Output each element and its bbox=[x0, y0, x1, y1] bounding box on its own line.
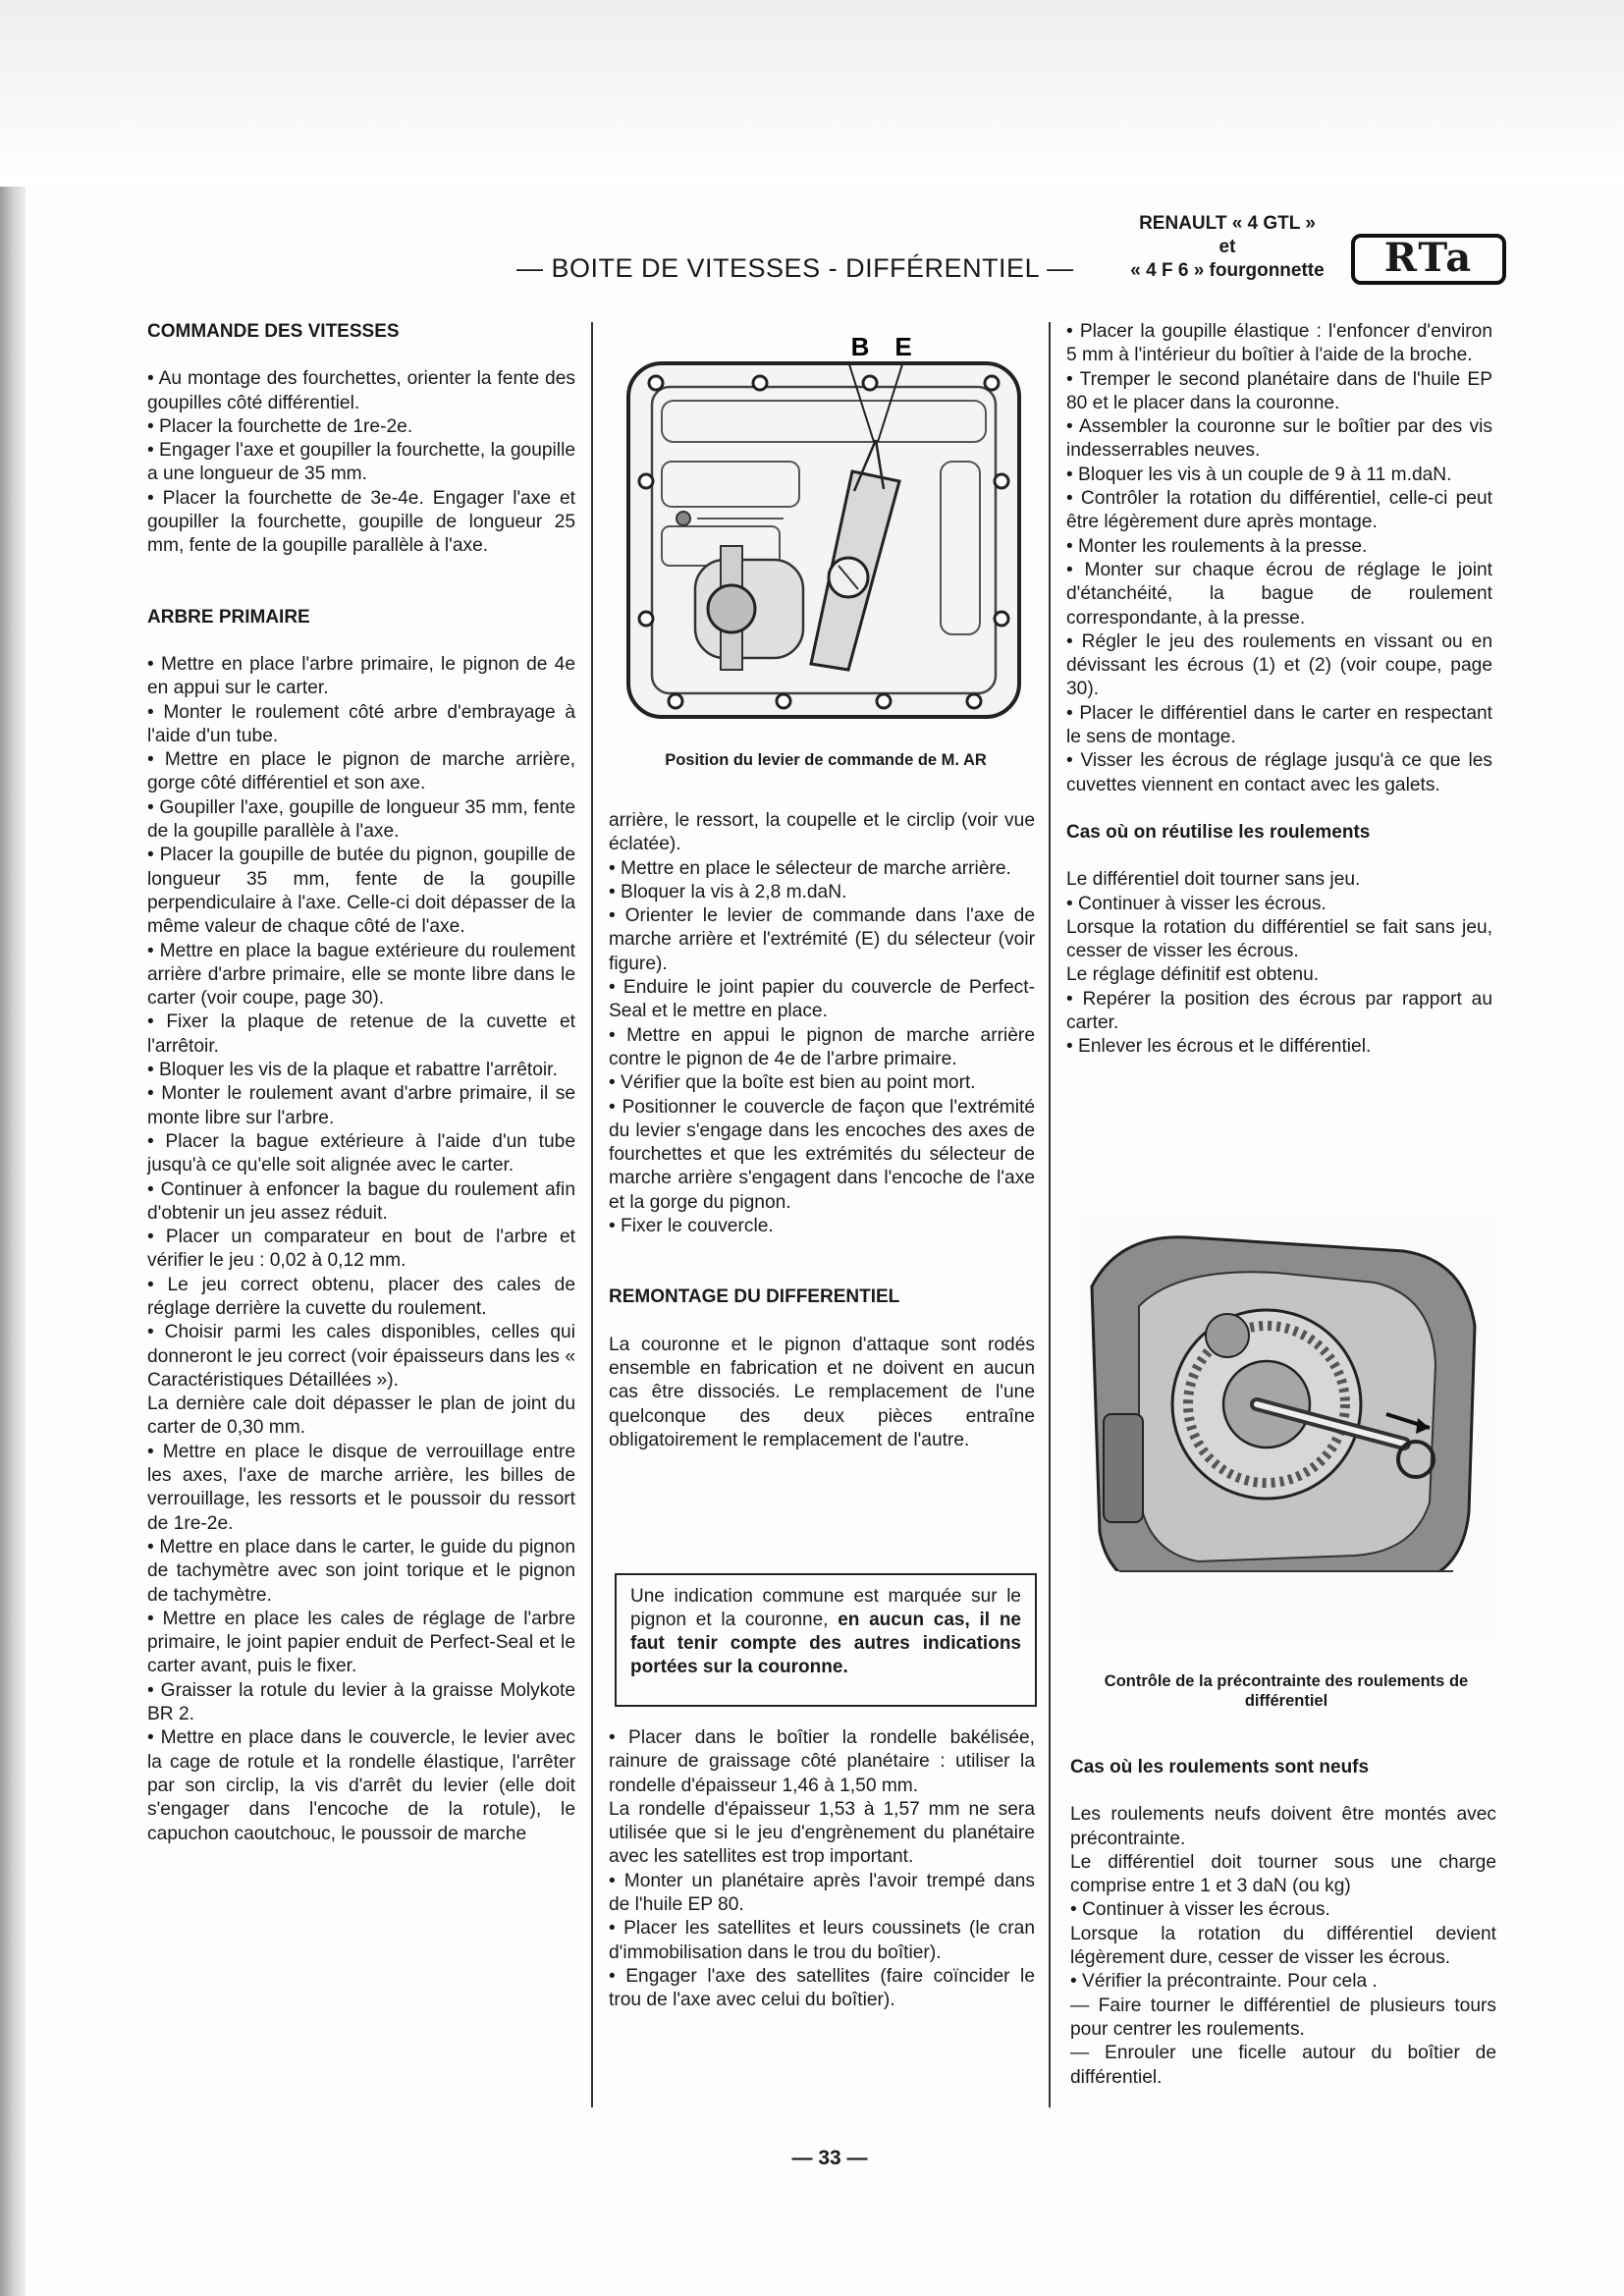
paragraph: • Placer les satellites et leurs coussinets (le cran d'immobilisation dans le trou du boîtier). bbox=[609, 1918, 1035, 1963]
paragraph: • Placer dans le boîtier la rondelle bakélisée, rainure de graissage côté planétaire : utiliser la rondelle d'épaisseur 1,46 à 1,50 mm. bbox=[609, 1727, 1035, 1796]
paragraph: Lorsque la rotation du différentiel se fait sans jeu, cesser de visser les écrous. bbox=[1066, 916, 1492, 962]
spacer bbox=[609, 1310, 1035, 1334]
paragraph: • Enlever les écrous et le différentiel. bbox=[1066, 1036, 1372, 1058]
book-spine-shadow bbox=[0, 187, 26, 2296]
column-1 bbox=[147, 320, 575, 1846]
column-divider-1 bbox=[591, 322, 593, 2107]
vehicle-model-label bbox=[1110, 212, 1345, 283]
paragraph: • Placer un comparateur en bout de l'arbre et vérifier le jeu : 0,02 à 0,12 mm. bbox=[147, 1227, 575, 1272]
paragraph: • Positionner le couvercle de façon que l'extrémité du levier s'engage dans les encoches des axes de fourchettes et que les extrémités du sélecteur de marche arrière s'engagent dans l'encoche de l'axe et la gorge du pignon. bbox=[609, 1096, 1035, 1213]
paragraph: La dernière cale doit dépasser le plan de joint du carter de 0,30 mm. bbox=[147, 1394, 575, 1439]
paragraph: La rondelle d'épaisseur 1,53 à 1,57 mm ne sera utilisée que si le jeu d'engrènement du planétaire avec les satellites est trop important. bbox=[609, 1798, 1035, 1868]
page-number: — 33 — bbox=[791, 2147, 868, 2169]
paragraph: — Faire tourner le différentiel de plusieurs tours pour centrer les roulements. bbox=[1070, 1995, 1496, 2040]
paragraph: • Placer le différentiel dans le carter en respectant le sens de montage. bbox=[1066, 702, 1492, 748]
paragraph: • Placer la fourchette de 1re-2e. bbox=[147, 415, 413, 437]
paragraph: La couronne et le pignon d'attaque sont rodés ensemble en fabrication et ne doivent en aucun cas être dissociés. Le remplacement de l'une quelconque des deux pièces entraîne obligatoirement le remplacement de l'autre. bbox=[609, 1334, 1035, 1450]
warning-box bbox=[615, 1573, 1037, 1707]
model-line-3: « 4 F 6 » fourgonnette bbox=[1130, 260, 1325, 281]
section-heading: Cas où les roulements sont neufs bbox=[1070, 1757, 1370, 1777]
paragraph: • Visser les écrous de réglage jusqu'à ce que les cuvettes viennent en contact avec les galets. bbox=[1066, 750, 1492, 795]
paragraph: • Mettre en place le pignon de marche arrière, gorge côté différentiel et son axe. bbox=[147, 749, 575, 794]
figure-1-caption: Position du levier de commande de M. AR bbox=[665, 751, 987, 769]
section-heading: Cas où on réutilise les roulements bbox=[1066, 821, 1371, 843]
paragraph: • Contrôler la rotation du différentiel, celle-ci peut être légèrement dure après montage. bbox=[1066, 488, 1492, 533]
section-heading: COMMANDE DES VITESSES bbox=[147, 321, 400, 342]
paragraph: • Placer la goupille élastique : l'enfoncer d'environ 5 mm à l'intérieur du boîtier à l'aide de la broche. bbox=[1066, 321, 1492, 366]
model-line-1: RENAULT « 4 GTL » bbox=[1139, 213, 1316, 234]
paragraph: Le réglage définitif est obtenu. bbox=[1066, 964, 1320, 986]
paragraph: arrière, le ressort, la coupelle et le circlip (voir vue éclatée). bbox=[609, 810, 1035, 855]
differential-preload-photo bbox=[1080, 1218, 1498, 1640]
paragraph: • Enduire le joint papier du couvercle de Perfect-Seal et le mettre en place. bbox=[609, 977, 1035, 1022]
paragraph: • Continuer à visser les écrous. bbox=[1070, 1899, 1330, 1921]
paragraph: • Placer la goupille de butée du pignon, goupille de longueur 35 mm, fente de la goupille perpendiculaire à l'axe. Celle-ci doit dépasser de la même valeur de chaque côté de l'axe. bbox=[147, 845, 575, 938]
paragraph: • Au montage des fourchettes, orienter la fente des goupilles côté différentiel. bbox=[147, 368, 575, 413]
paragraph: • Vérifier la précontrainte. Pour cela . bbox=[1070, 1971, 1378, 1993]
paragraph: • Placer la fourchette de 3e-4e. Engager l'axe et goupiller la fourchette, goupille de longueur 25 mm, fente de la goupille parallèle à l'axe. bbox=[147, 487, 575, 557]
warning-lead: Une indication commune est marquée sur le pignon et la couronne, bbox=[630, 1586, 1021, 1630]
paragraph: • Monter le roulement côté arbre d'embrayage à l'aide d'un tube. bbox=[147, 701, 575, 746]
spacer bbox=[609, 1238, 1035, 1285]
paragraph: • Le jeu correct obtenu, placer des cales de réglage derrière la cuvette du roulement. bbox=[147, 1274, 575, 1319]
paragraph: • Tremper le second planétaire dans de l'huile EP 80 et le placer dans la couronne. bbox=[1066, 368, 1492, 413]
paragraph: • Bloquer les vis de la plaque et rabattre l'arrêtoir. bbox=[147, 1060, 558, 1081]
spacer bbox=[1066, 845, 1492, 868]
column-2-lower bbox=[609, 1726, 1035, 2013]
paragraph: • Goupiller l'axe, goupille de longueur 35 mm, fente de la goupille parallèle à l'axe. bbox=[147, 796, 575, 843]
paragraph: • Placer la bague extérieure à l'aide d'un tube jusqu'à ce qu'elle soit alignée avec le carter. bbox=[147, 1130, 575, 1176]
warning-emphasis: en aucun cas, il ne faut tenir compte des autres indications portées sur la couronne. bbox=[630, 1610, 1021, 1677]
page-title: — BOITE DE VITESSES - DIFFÉRENTIEL — bbox=[516, 253, 1074, 283]
paragraph: • Orienter le levier de commande dans l'axe de marche arrière et l'extrémité (E) du sélecteur (voir figure). bbox=[609, 905, 1035, 974]
paragraph: • Vérifier que la boîte est bien au point mort. bbox=[609, 1072, 976, 1094]
spacer bbox=[1070, 1779, 1496, 1803]
paragraph: • Continuer à visser les écrous. bbox=[1066, 893, 1326, 914]
paragraph: • Mettre en place l'arbre primaire, le pignon de 4e en appui sur le carter. bbox=[147, 653, 575, 699]
paragraph: • Fixer le couvercle. bbox=[609, 1216, 774, 1237]
paragraph: • Mettre en place les cales de réglage de l'arbre primaire, le joint papier enduit de Perfect-Seal et le carter avant, puis le fixer. bbox=[147, 1608, 575, 1677]
section-heading: REMONTAGE DU DIFFERENTIEL bbox=[609, 1286, 900, 1308]
label-b: B bbox=[850, 332, 870, 361]
paragraph: • Monter sur chaque écrou de réglage le joint d'étanchéité, la bague de roulement correspondante, à la presse. bbox=[1066, 559, 1492, 629]
paragraph: Lorsque la rotation du différentiel devient légèrement dure, cesser de visser les écrous. bbox=[1070, 1923, 1496, 1969]
paragraph: Les roulements neufs doivent être montés avec précontrainte. bbox=[1070, 1804, 1496, 1849]
paragraph: • Monter les roulements à la presse. bbox=[1066, 535, 1368, 557]
adjusting-nut bbox=[1104, 1414, 1143, 1522]
selector-pivot bbox=[708, 585, 755, 632]
paragraph: • Fixer la plaque de retenue de la cuvette et l'arrêtoir. bbox=[147, 1011, 575, 1057]
label-e: E bbox=[894, 332, 912, 361]
paragraph: • Mettre en place le disque de verrouillage entre les axes, l'axe de marche arrière, les billes de verrouillage, les ressorts et le poussoir du ressort de 1re-2e. bbox=[147, 1441, 575, 1534]
paragraph: • Mettre en place dans le couvercle, le levier avec la cage de rotule et la rondelle élastique, l'arrêter par son circlip, la vis d'arrêt du levier (elle doit s'engager dans l'encoche de la rotule), le capuchon caoutchouc, le poussoir de marche bbox=[147, 1727, 575, 1844]
spacer bbox=[147, 344, 575, 367]
figure-2-caption: Contrôle de la précontrainte des roulements de différentiel bbox=[1104, 1672, 1469, 1710]
column-3-upper bbox=[1066, 320, 1492, 1060]
detent-ball bbox=[677, 512, 690, 525]
column-divider-2 bbox=[1049, 322, 1051, 2107]
section-heading: ARBRE PRIMAIRE bbox=[147, 606, 310, 628]
paragraph: Le différentiel doit tourner sans jeu. bbox=[1066, 869, 1361, 891]
paragraph: • Mettre en place le sélecteur de marche arrière. bbox=[609, 857, 1011, 879]
column-3-lower bbox=[1070, 1756, 1496, 2090]
paragraph: • Choisir parmi les cales disponibles, celles qui donneront le jeu correct (voir épaisseurs dans les « Caractéristiques Détaillées »). bbox=[147, 1322, 575, 1391]
gearbox-cover-figure bbox=[617, 324, 1039, 737]
paragraph: • Bloquer les vis à un couple de 9 à 11 m.daN. bbox=[1066, 464, 1452, 485]
scan-background bbox=[0, 0, 1624, 187]
pinion bbox=[1206, 1314, 1249, 1357]
paragraph: • Mettre en place dans le carter, le guide du pignon de tachymètre avec son joint torique et le pignon de tachymètre. bbox=[147, 1536, 575, 1606]
spacer bbox=[147, 559, 575, 606]
spacer bbox=[1066, 797, 1492, 821]
column-2-upper bbox=[609, 809, 1035, 1452]
paragraph: Le différentiel doit tourner sous une charge comprise entre 1 et 3 daN (ou kg) bbox=[1070, 1851, 1496, 1897]
spacer bbox=[147, 629, 575, 653]
paragraph: • Monter le roulement avant d'arbre primaire, il se monte libre sur l'arbre. bbox=[147, 1083, 575, 1128]
paragraph: • Bloquer la vis à 2,8 m.daN. bbox=[609, 881, 847, 902]
paragraph: • Monter un planétaire après l'avoir trempé dans de l'huile EP 80. bbox=[609, 1870, 1035, 1916]
paragraph: • Continuer à enfoncer la bague du roulement afin d'obtenir un jeu assez réduit. bbox=[147, 1178, 575, 1224]
paragraph: • Engager l'axe des satellites (faire coïncider le trou de l'axe avec celui du boîtier). bbox=[609, 1965, 1035, 2011]
paragraph: • Repérer la position des écrous par rapport au carter. bbox=[1066, 988, 1492, 1034]
rta-logo: RTa bbox=[1351, 234, 1506, 285]
paragraph: • Engager l'axe et goupiller la fourchette, la goupille a une longueur de 35 mm. bbox=[147, 440, 575, 485]
paragraph: • Graisser la rotule du levier à la graisse Molykote BR 2. bbox=[147, 1679, 575, 1725]
paragraph: — Enrouler une ficelle autour du boîtier de différentiel. bbox=[1070, 2043, 1496, 2088]
paragraph: • Mettre en place la bague extérieure du roulement arrière d'arbre primaire, elle se monte libre dans le carter (voir coupe, page 30). bbox=[147, 940, 575, 1010]
paragraph: • Régler le jeu des roulements en vissant ou en dévissant les écrous (1) et (2) (voir coupe, page 30). bbox=[1066, 630, 1492, 700]
model-line-2: et bbox=[1218, 237, 1236, 257]
paragraph: • Assembler la couronne sur le boîtier par des vis indesserrables neuves. bbox=[1066, 416, 1492, 462]
paragraph: • Mettre en appui le pignon de marche arrière contre le pignon de 4e de l'arbre primaire. bbox=[609, 1024, 1035, 1069]
